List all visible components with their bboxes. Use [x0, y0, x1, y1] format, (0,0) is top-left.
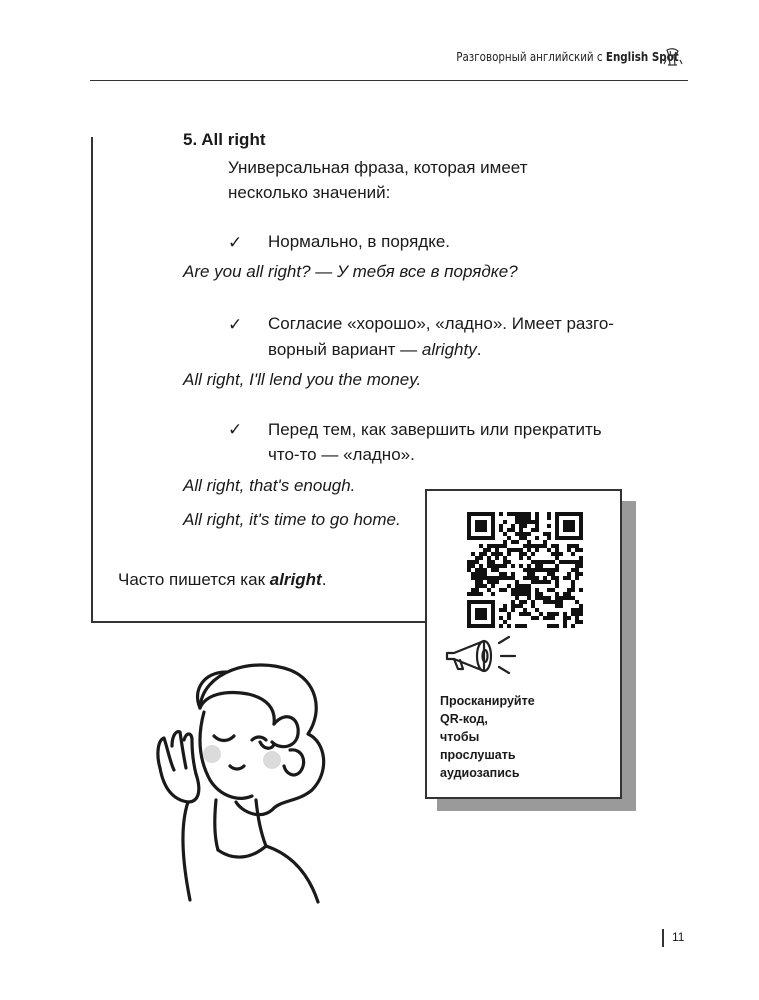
meaning-2-word: alrighty [421, 340, 477, 359]
frame-left-border [91, 137, 93, 623]
meaning-2-line-2 [268, 338, 481, 362]
checkmark-icon: ✓ [228, 315, 243, 334]
meaning-2-suffix: . [476, 340, 482, 359]
listening-girl-illustration [140, 650, 410, 920]
checkmark-icon: ✓ [228, 420, 243, 439]
english-spot-logo-icon [662, 46, 684, 72]
meaning-1: Нормально, в порядке. [268, 232, 451, 251]
qr-code[interactable] [467, 512, 583, 628]
page-number-divider [662, 929, 664, 947]
qr-caption [440, 692, 610, 782]
meaning-3-line-1: Перед тем, как завершить или прекратить [268, 420, 602, 439]
note-suffix: . [321, 570, 327, 589]
page-number: 11 [672, 930, 685, 944]
spelling-note [118, 568, 326, 592]
header-prefix: Разговорный английский с [456, 50, 603, 64]
example-2: All right, I'll lend you the money. [183, 370, 422, 389]
meaning-3-line-2: что-то — «ладно». [268, 445, 415, 464]
running-header [457, 50, 679, 64]
intro-line-2: несколько значений: [228, 183, 391, 202]
note-prefix: Часто пишется как [118, 570, 270, 589]
note-word: alright [269, 570, 322, 589]
example-1: Are you all right? — У тебя все в порядке? [183, 262, 518, 281]
header-brand: English Spot [606, 50, 679, 64]
checkmark-icon: ✓ [228, 233, 243, 252]
example-3b: All right, it's time to go home. [183, 510, 401, 529]
example-3a: All right, that's enough. [183, 476, 356, 495]
caption-line: прослушать [440, 748, 516, 762]
caption-line: чтобы [440, 730, 480, 744]
meaning-2-prefix: ворный вариант — [268, 340, 422, 359]
header-divider [90, 80, 688, 81]
megaphone-icon [443, 633, 523, 677]
meaning-2-line-1: Согласие «хорошо», «ладно». Имеет разго- [268, 314, 614, 333]
caption-line: QR-код, [440, 712, 488, 726]
caption-line: Просканируйте [440, 694, 535, 708]
caption-line: аудиозапись [440, 766, 520, 780]
intro-line-1: Универсальная фраза, которая имеет [228, 158, 528, 177]
frame-bottom-border [91, 621, 426, 623]
section-title: 5. All right [183, 130, 266, 149]
